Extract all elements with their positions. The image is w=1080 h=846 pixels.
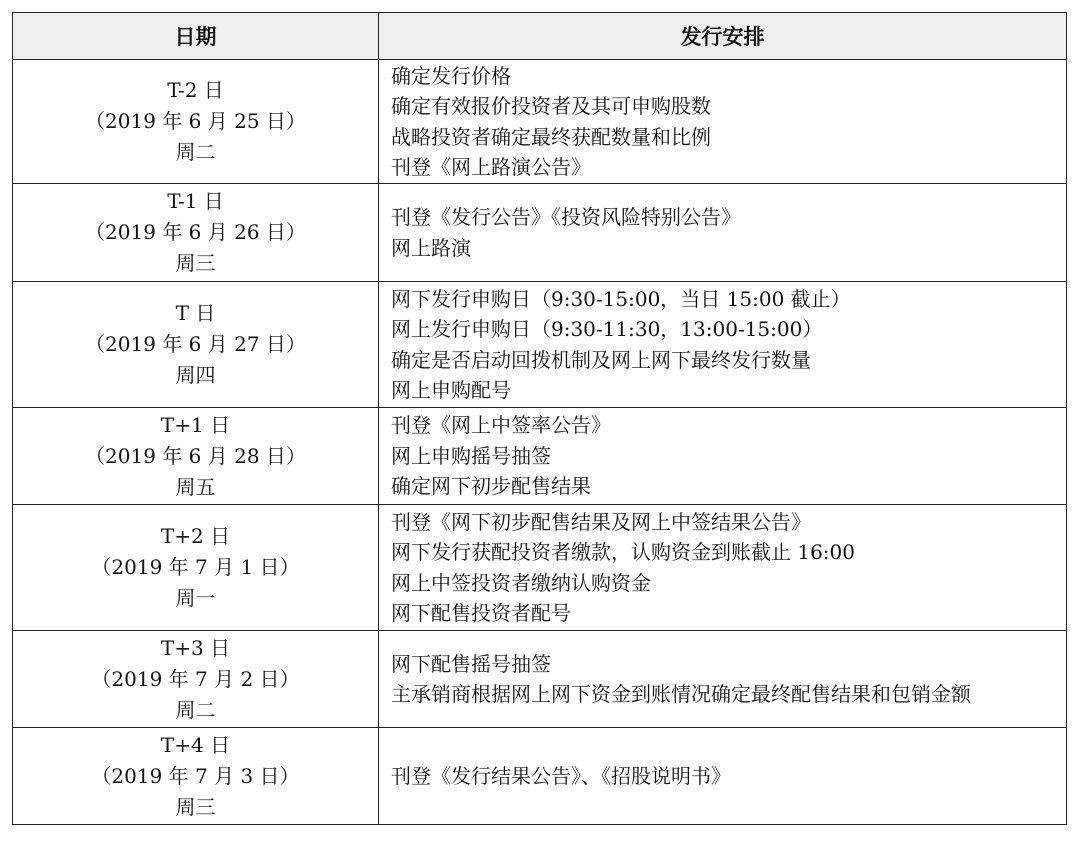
date-column-header: 日期 <box>13 13 379 60</box>
trading-day-label: T-2 日 <box>167 78 224 102</box>
trading-day-label: T+1 日 <box>160 412 231 437</box>
table-header-row <box>13 13 1067 60</box>
plan-item: 网上发行申购日（9:30-11:30，13:00-15:00） <box>391 317 823 341</box>
weekday-label: 周二 <box>175 697 216 722</box>
plan-item: 网上申购摇号抽签 <box>391 443 551 468</box>
weekday-label: 周一 <box>175 586 216 610</box>
plan-column-header: 发行安排 <box>379 13 1067 60</box>
calendar-date: （2019 年 7 月 2 日） <box>91 666 300 691</box>
plan-item: 确定网下初步配售结果 <box>391 474 591 499</box>
plan-cell <box>379 60 1067 184</box>
plan-item: 网下发行申购日（9:30-15:00，当日 15:00 截止） <box>391 286 851 311</box>
plan-item: 刊登《网下初步配售结果及网上中签结果公告》 <box>391 509 811 534</box>
plan-cell <box>379 505 1067 631</box>
table-row <box>13 505 1067 631</box>
date-cell <box>13 184 379 282</box>
date-cell <box>13 728 379 825</box>
date-cell <box>13 282 379 408</box>
plan-item: 网下发行获配投资者缴款，认购资金到账截止 16:00 <box>391 540 855 564</box>
calendar-date: （2019 年 7 月 1 日） <box>91 555 300 579</box>
calendar-date: （2019 年 6 月 27 日） <box>85 332 306 356</box>
plan-item: 刊登《发行结果公告》、《招股说明书》 <box>391 763 731 788</box>
plan-cell <box>379 184 1067 282</box>
issuance-schedule-table <box>12 12 1067 825</box>
trading-day-label: T-1 日 <box>167 189 224 213</box>
table-row <box>13 60 1067 184</box>
plan-item: 网上路演 <box>391 235 471 260</box>
weekday-label: 周四 <box>175 363 216 387</box>
plan-item: 确定发行价格 <box>391 63 511 88</box>
table-row <box>13 408 1067 505</box>
plan-cell <box>379 728 1067 825</box>
calendar-date: （2019 年 7 月 3 日） <box>91 763 300 788</box>
plan-item: 网上中签投资者缴纳认购资金 <box>391 570 651 595</box>
plan-item: 刊登《发行公告》《投资风险特别公告》 <box>391 205 741 229</box>
date-cell <box>13 505 379 631</box>
weekday-label: 周三 <box>175 251 216 275</box>
table-row <box>13 184 1067 282</box>
plan-item: 确定有效报价投资者及其可申购股数 <box>391 94 711 118</box>
plan-cell <box>379 282 1067 408</box>
weekday-label: 周五 <box>175 474 216 499</box>
table-row <box>13 631 1067 728</box>
plan-cell <box>379 631 1067 728</box>
date-cell <box>13 60 379 184</box>
calendar-date: （2019 年 6 月 28 日） <box>85 443 306 468</box>
plan-item: 刊登《网上路演公告》 <box>391 155 591 179</box>
date-cell <box>13 631 379 728</box>
date-cell <box>13 408 379 505</box>
trading-day-label: T+4 日 <box>160 732 231 757</box>
plan-cell <box>379 408 1067 505</box>
weekday-label: 周三 <box>175 794 216 819</box>
trading-day-label: T+2 日 <box>160 524 231 548</box>
plan-item: 网下配售投资者配号 <box>391 601 571 625</box>
calendar-date: （2019 年 6 月 26 日） <box>85 220 306 244</box>
weekday-label: 周二 <box>175 140 216 164</box>
table-row <box>13 728 1067 825</box>
trading-day-label: T 日 <box>175 301 216 325</box>
plan-item: 主承销商根据网上网下资金到账情况确定最终配售结果和包销金额 <box>391 682 971 706</box>
plan-item: 刊登《网上中签率公告》 <box>391 413 611 438</box>
plan-item: 战略投资者确定最终获配数量和比例 <box>391 124 711 149</box>
plan-item: 确定是否启动回拨机制及网上网下最终发行数量 <box>391 347 811 372</box>
table-row <box>13 282 1067 408</box>
plan-item: 网上申购配号 <box>391 378 511 402</box>
plan-item: 网下配售摇号抽签 <box>391 651 551 676</box>
calendar-date: （2019 年 6 月 25 日） <box>85 109 306 133</box>
trading-day-label: T+3 日 <box>160 635 231 660</box>
